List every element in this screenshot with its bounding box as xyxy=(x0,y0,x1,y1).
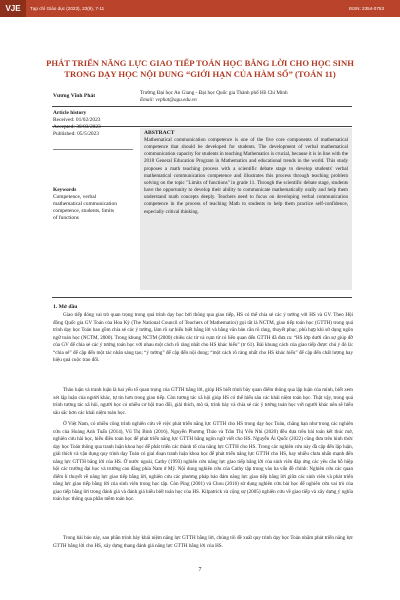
journal-header-bar xyxy=(0,0,400,17)
paragraph-1: Giao tiếp đóng vai trò quan trọng trong quá trình dạy học bởi thông qua giao tiếp, HS có thể chia sẻ các ý tưởng với HS và GV. Theo Hội đồng Quốc gia GV Toán của Hoa Kỳ (The National Council of Teachers of Mathematics) gọi tắt là NCTM, giao tiếp toán học (GTTH) trong quá trình dạy học Toán bao gồm chia sẻ các ý tưởng, làm rõ sự hiểu biết bằng lời và bằng văn bản cần rõ ràng, thuyết phục, phù hợp khi sử dụng ngôn ngữ toán học (NCTM, 2000). Trong khung NCTM (2000) chiêu các từ và cụm từ có liên quan đến GTTH đã đưa ra: “HS lớp dưới cần sự giúp đỡ của GV để chia sẻ các ý tưởng toán học với nhau một cách rõ ràng nhất cho HS khác hiểu” (tr 61). Bài khung cách của giao tiếp được chú ý đó là: “chia sẻ” để cập đến một tác nhân sáng tạo; “ý tưởng” để cập đến nội dung; “một cách rõ ràng nhất cho HS khác hiểu” để cập đến chất lượng hay hiệu quả cuộc trao đổi. xyxy=(53,312,353,363)
divider-bottom xyxy=(52,297,352,298)
article-history xyxy=(53,110,133,138)
published-date: Published: 05/5/2023 xyxy=(53,131,99,137)
paragraph-4: Trong bài báo này, sau phần trình bày khái niệm năng lực GTTH bằng lời, chúng tôi đề xuất quy trình dạy học Toán nhằm phát triển năng lực GTTH bằng lời cho HS, xây dựng thang đánh giá năng lực GTTH bằng lời của HS. xyxy=(53,535,353,549)
abstract-text: Mathematical communication competence is one of the five core components of mathematical competence that should be developed for students. The development of verbal mathematical communication capacity for students in teaching Mathematics is crucial, because it is in line with the 2018 General Education Program in Mathematics and educational trends in the world. This study proposes a math teaching process with a scientific debate stage to develop students' verbal mathematical communication competence and illustrates this process through teaching problem solving on the topic "Limits of functions" in grade 11. Through the scientific debate stage, students have the opportunity to develop their ability to communicate mathematically orally and help them understand math concepts deeply. Teachers need to focus on developing verbal communication competence in the process of teaching Math to students to help them practice self-confidence, especially critical thinking. xyxy=(144,137,348,215)
section-title: 1. Mở đầu xyxy=(53,304,78,310)
keywords-heading: Keywords xyxy=(53,187,77,193)
abstract-heading: ABSTRACT xyxy=(144,130,175,136)
paragraph-3: Ở Việt Nam, có nhiều công trình nghiên cứu về việc phát triển năng lực GTTH cho HS trong dạy học Toán, chẳng hạn như trong các nghiên cứu của Hoàng Anh Tuấn (2014), Vũ Thị Bình (2016), Nguyễn Phương Thảo và Trần Thị Yến Nhi (2020) đều dựa trên bài toán kết thúc mở, nghiên cứu hài học, hiểu điều toán học để phát triển năng lực GTTH bằng ngôn ngữ viết cho HS. Nguyễn Ái Quốc (2022) cũng đưa trên hình thức dạy học Toán thông qua tranh luận khoa học để phát triển các thành tố của năng lực GTTH cho HS. Trong các nghiên cứu này đã cập đến lập luận, giải thích và vận dụng quy trình dạy Toán có giai đoạn tranh luận khoa học để phát triển năng lực GTTH cho HS, hay nhiều chưa nhấn mạnh đến năng lực GTTH bằng lời của HS. Ở nước ngoài, Cathy (1993) nghiên cứu năng lực giao tiếp bằng lời của sinh viên đáp ứng các yêu cầu hỗ hiệp hội các trường đại học và trường cao đẳng phía Nam ở Mỹ. Nội dung nghiên cứu của Cathy tập trung vào ba vấn đề chính: Nghiên cứu các quan điểm lí thuyết về năng lực giao tiếp bằng lời, nghiên cứu các phương pháp bảo đảm năng lực giao tiếp bằng lời giữa các sinh viên và phát triển năng lực giao tiếp bằng lời của sinh viên trong học tập. Còn Ping (2001) và Chou (2016) sử dụng nghiên cứu bài học để nghiên cứu vai trò của giao tiếp bằng lời trong đánh giá và đánh giá hiểu biết toán học của HS. Kilpatrick và cộng sự (2005) nghiên cứu về giao tiếp và xây dựng ý nghĩa toán học thông qua phần mềm toán học. xyxy=(53,421,353,502)
divider-history xyxy=(53,149,133,150)
keyword-line: mathematical communication xyxy=(53,201,117,207)
keywords-block xyxy=(53,187,133,222)
abstract-box xyxy=(140,128,352,290)
paper-title-line-2: TRONG DẠY HỌC NỘI DUNG “GIỚI HẠN CỦA HÀM SỐ” (TOÁN 11) xyxy=(64,69,336,79)
author-name: Vương Vĩnh Phát xyxy=(53,93,96,99)
accepted-date: Accepted: 30/03/2023 xyxy=(53,124,101,130)
page-number: 7 xyxy=(198,567,202,573)
author-affiliation: Trường Đại học An Giang - Đại học Quốc gia Thành phố Hồ Chí Minh xyxy=(140,90,288,96)
journal-citation: Tạp chí Giáo dục (2023), 23(9), 7-11 xyxy=(30,6,105,11)
received-date: Received: 01/02/2023 xyxy=(53,117,101,123)
divider-top xyxy=(52,106,352,107)
keyword-line: competence, students, limits xyxy=(53,208,115,214)
paragraph-2: Thảo luận và tranh luận là hai yếu tố quan trọng của GTTH bằng lời, giúp HS biết trình bày quan điểm thông qua lập luận của mình, biết xem xét lập luận của người khác, tự tin hơn trong giao tiếp. Còn tương tác xã hội giúp HS có thể hiểu sâu các khái niệm toán học. Thật vậy, trong quá trình tương tác xã hội, người học có nhiều cơ hội trao đổi, giải thích, mô tả, trình bày và chia sẻ các ý tưởng toán học với người khác nên sẽ hiểu sâu sắc hơn các khái niệm toán học. xyxy=(53,387,353,416)
keyword-line: of functions xyxy=(53,215,79,221)
journal-logo: VJE xyxy=(0,0,26,17)
keyword-line: Competence, verbal xyxy=(53,194,97,200)
author-email: Email: vvphat@agu.edu.vn xyxy=(140,97,197,103)
paper-title-line-1: PHÁT TRIỂN NĂNG LỰC GIAO TIẾP TOÁN HỌC BẰNG LỜI CHO HỌC SINH xyxy=(46,58,354,68)
journal-issn: ISSN: 2354-0753 xyxy=(348,6,384,11)
author-affiliation-block xyxy=(140,90,288,104)
article-history-heading: Article history xyxy=(53,110,87,116)
